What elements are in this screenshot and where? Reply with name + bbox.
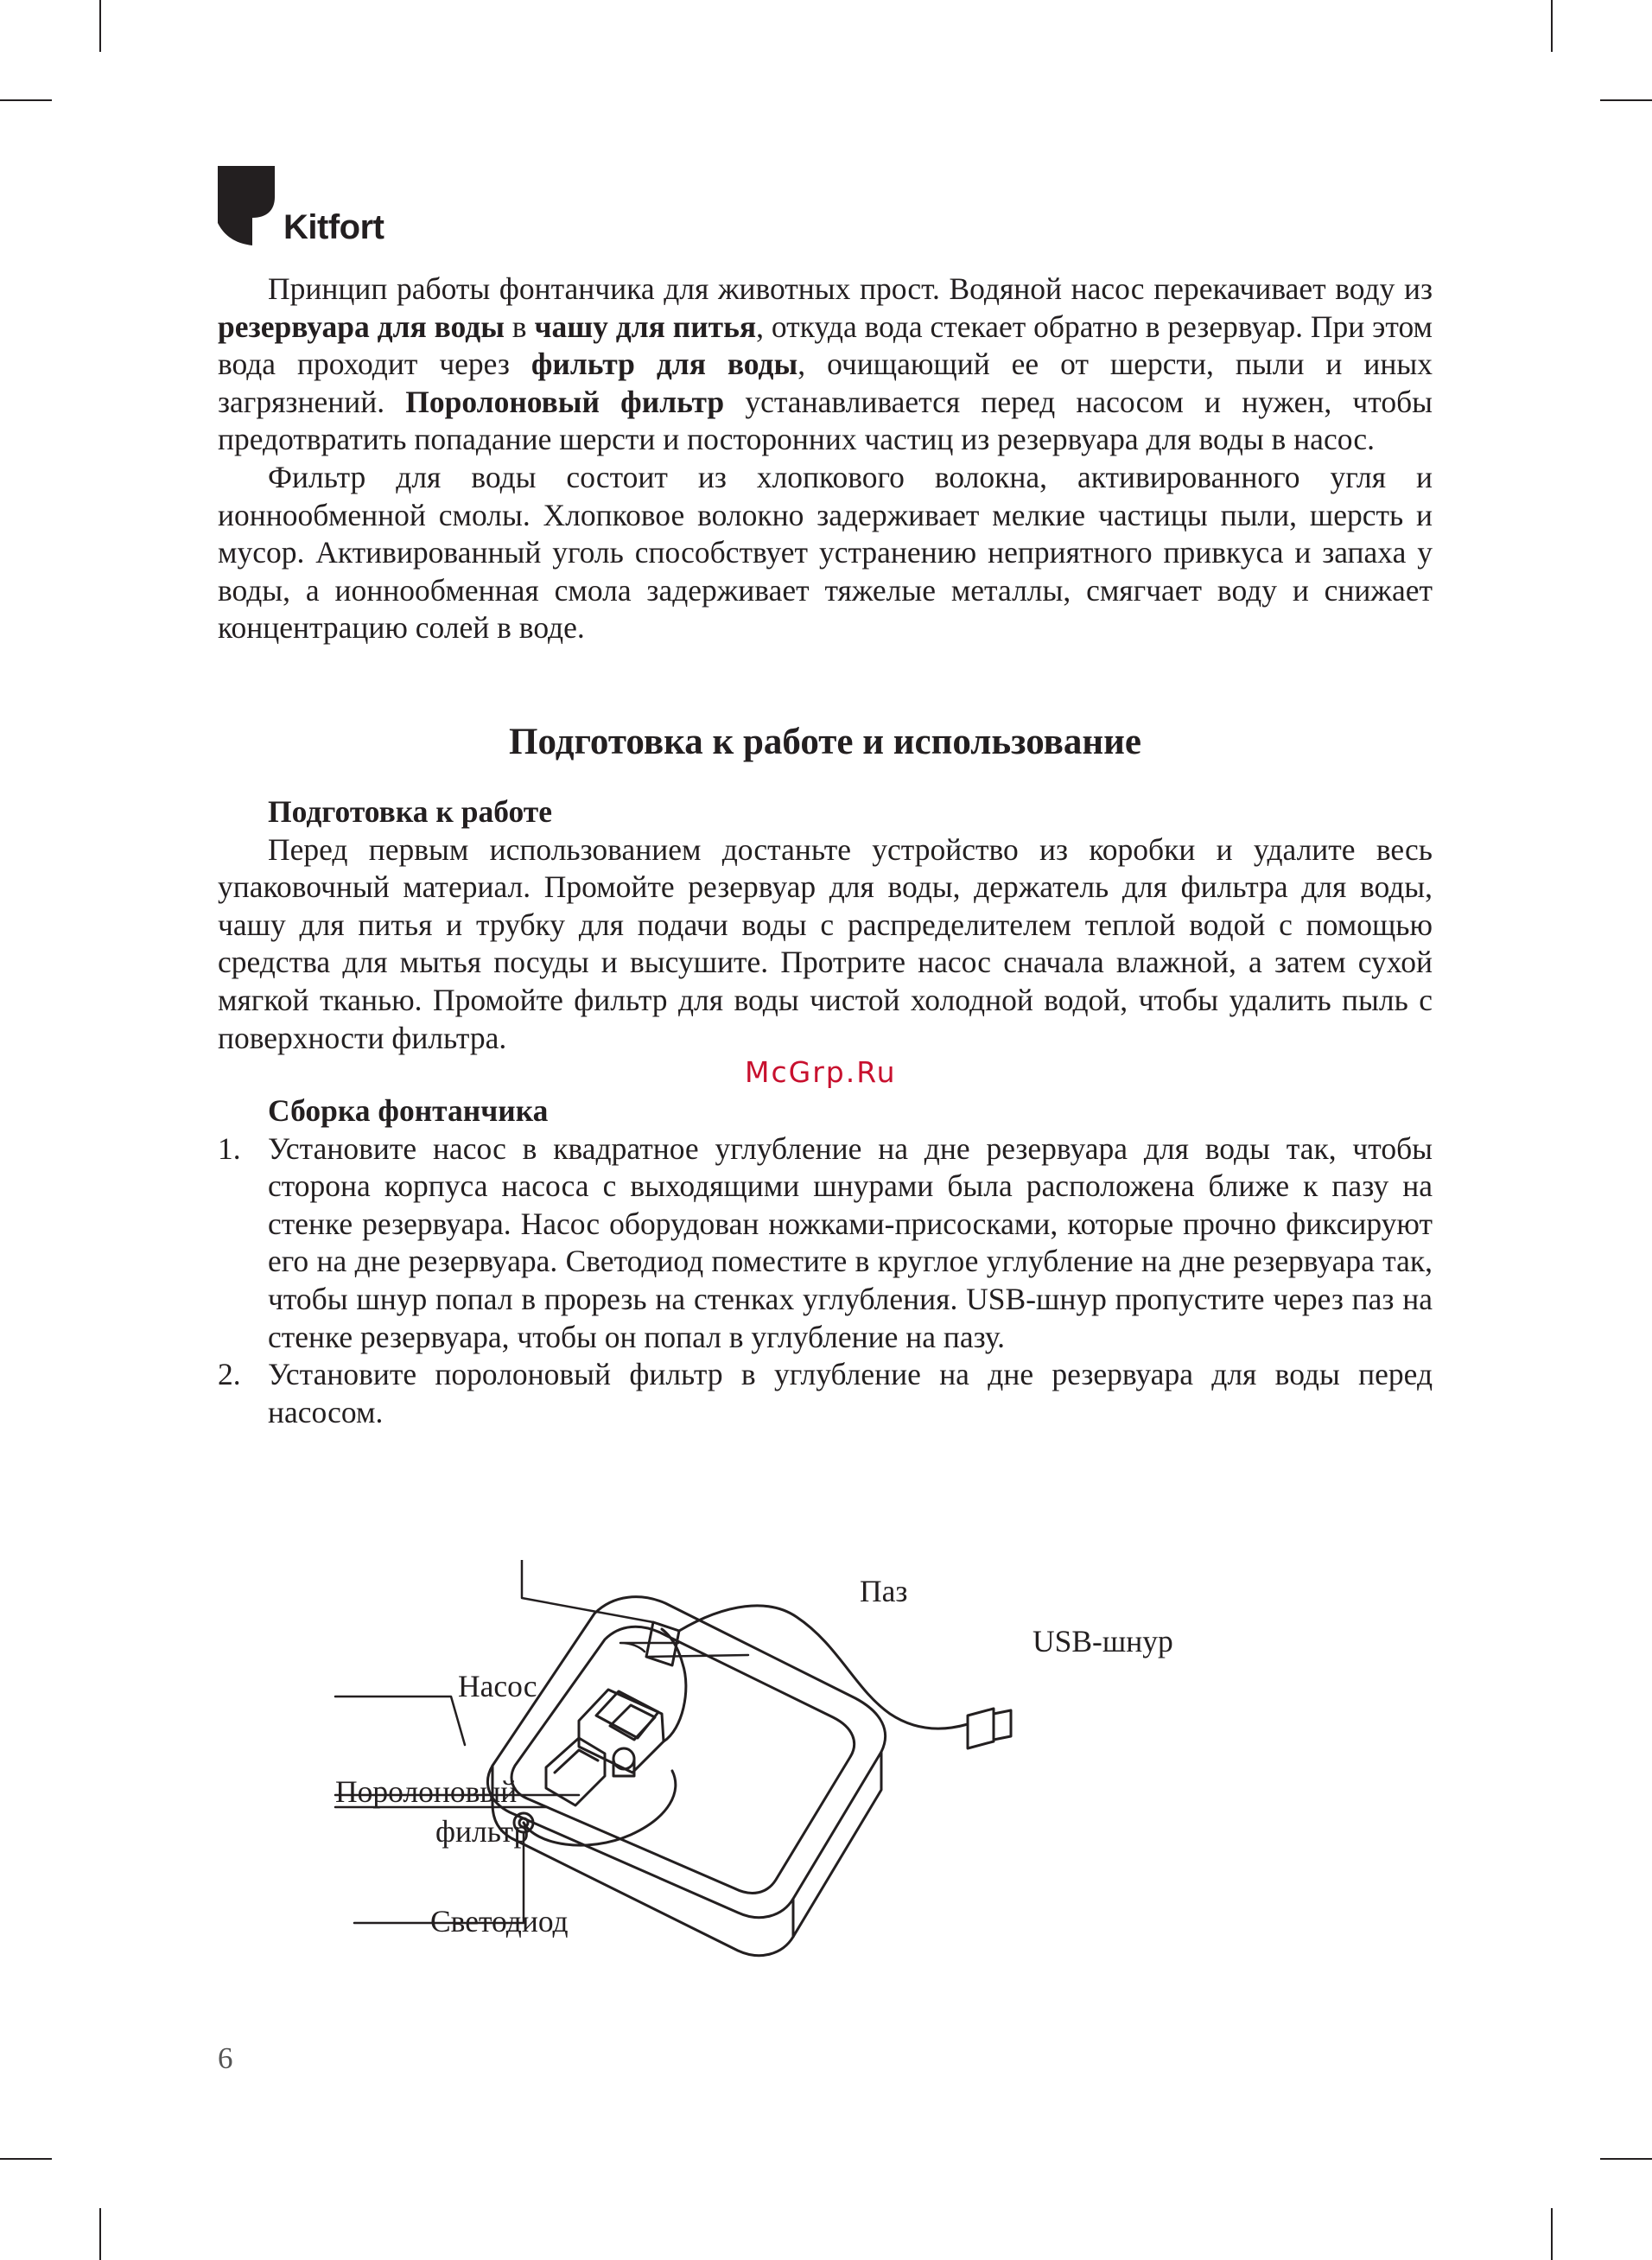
- prep-heading: Подготовка к работе: [268, 793, 552, 829]
- pump-drawing: [579, 1690, 664, 1776]
- text-run: , очищающий ее от шерсти, пыли и иных загрязнений.: [218, 347, 1433, 419]
- text-run: в: [504, 309, 535, 344]
- label-pump: Насос: [458, 1669, 537, 1703]
- list-item: [218, 1130, 1433, 1357]
- watermark: McGrp.Ru: [745, 1055, 897, 1090]
- step-number: 1.: [218, 1130, 241, 1166]
- intro-paragraph-2: Фильтр для воды состоит из хлопкового волокна, активированного угля и ионнообменной смолы. Хлопковое волокно задерживает мелкие частицы пыли, шерсть и мусор. Активированный уголь способствует устранению неприятного привкуса и запаха у воды, а ионнообменная смола задерживает тяжелые металлы, смягчает воду и снижает концентрацию солей в воде.: [218, 459, 1433, 646]
- label-foam-filter-line1: Поролоновый: [335, 1774, 518, 1809]
- label-usb-cord: USB-шнур: [1032, 1624, 1173, 1658]
- crop-mark: [1551, 0, 1553, 52]
- text-run: устанавливается перед насосом и нужен, чтобы предотвратить попадание шерсти и посторонних частиц из резервуара для воды в насос.: [218, 384, 1433, 457]
- page-content: [218, 271, 1433, 1431]
- crop-mark: [1600, 2158, 1652, 2160]
- assembly-figure: [320, 1560, 1253, 1975]
- label-led: Светодиод: [430, 1904, 569, 1939]
- crop-mark: [0, 2158, 52, 2160]
- section-title: Подготовка к работе и использование: [509, 721, 1141, 762]
- label-foam-filter-line2: фильтр: [435, 1814, 530, 1849]
- crop-mark: [99, 2208, 101, 2260]
- crop-mark: [1551, 2208, 1553, 2260]
- step-number: 2.: [218, 1357, 241, 1392]
- crop-mark: [99, 0, 101, 52]
- watermark-row: [218, 1057, 1433, 1092]
- bold-term: фильтр для воды: [531, 347, 798, 382]
- crop-mark: [0, 99, 52, 101]
- label-slot: Паз: [860, 1574, 908, 1608]
- step-text: Установите насос в квадратное углубление на дне резервуара для воды так, чтобы сторона корпуса насоса с выходящими шнурами была расположена ближе к пазу на стенке резервуара. Насос оборудован ножками-присосками, которые прочно фиксируют его на дне резервуара. Светодиод поместите в круглое углубление на дне резервуара так, чтобы шнур попал в прорезь на стенках углубления. USB-шнур пропустите через паз на стенке резервуара, чтобы он попал в углубление на пазу.: [268, 1130, 1433, 1354]
- step-text: Установите поролоновый фильтр в углубление на дне резервуара для воды перед насосом.: [268, 1357, 1433, 1429]
- intro-paragraph-1: [218, 271, 1433, 459]
- text-run: Принцип работы фонтанчика для животных прост. Водяной насос перекачивает воду из: [268, 271, 1433, 306]
- bold-term: Поролоновый фильтр: [405, 384, 725, 419]
- crop-mark: [1600, 99, 1652, 101]
- page-number: 6: [218, 2041, 233, 2075]
- list-item: [218, 1356, 1433, 1431]
- brand-logo: [218, 166, 384, 245]
- bold-term: резервуара для воды: [218, 309, 505, 344]
- kitfort-logo-icon: [218, 166, 278, 245]
- assembly-heading: Сборка фонтанчика: [268, 1093, 549, 1129]
- cords-drawing: [524, 1606, 1011, 1845]
- prep-paragraph: Перед первым использованием достаньте устройство из коробки и удалите весь упаковочный материал. Промойте резервуар для воды, держатель для фильтра для воды, чашу для питья и трубку для подачи воды с распределителем теплой водой с помощью средства для мытья посуды и высушите. Протрите насос сначала влажной, а затем сухой мягкой тканью. Промойте фильтр для воды чистой холодной водой, чтобы удалить пыль с поверхности фильтра.: [218, 831, 1433, 1055]
- assembly-steps: [218, 1130, 1433, 1432]
- brand-logo-text: Kitfort: [283, 208, 384, 246]
- text-run: , откуда вода стекает обратно в резервуар. При этом вода проходит через: [218, 309, 1433, 382]
- bold-term: чашу для питья: [534, 309, 757, 344]
